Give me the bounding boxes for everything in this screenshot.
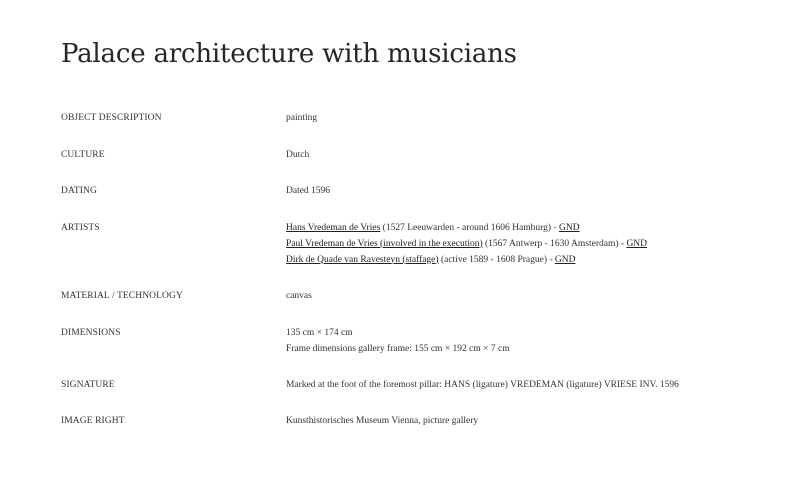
artist-entry <box>286 236 726 252</box>
dimension-line: Frame dimensions gallery frame: 155 cm × 192 cm × 7 cm <box>286 343 510 354</box>
page-title: Palace architecture with musicians <box>61 39 517 69</box>
row-value: Dated 1596 <box>286 186 331 196</box>
row-label: SIGNATURE <box>61 380 115 390</box>
artist-link[interactable]: Paul Vredeman de Vries (involved in the execution) <box>286 238 483 249</box>
detail-row-image-right <box>61 413 800 429</box>
gnd-link[interactable]: GND <box>626 238 648 249</box>
row-label: DATING <box>61 186 97 196</box>
dimensions-value <box>286 325 726 357</box>
row-value: canvas <box>286 291 312 301</box>
detail-row-culture <box>61 147 800 163</box>
row-label: DIMENSIONS <box>61 327 121 338</box>
detail-row-dating <box>61 183 800 199</box>
artists-list <box>286 220 726 268</box>
row-value: painting <box>286 113 318 123</box>
detail-row-description <box>61 110 800 126</box>
gnd-link[interactable]: GND <box>558 222 580 233</box>
row-value: Kunsthistorisches Museum Vienna, picture gallery <box>286 416 479 426</box>
detail-row-artists <box>61 220 800 268</box>
row-value: Dutch <box>286 149 310 160</box>
artist-entry <box>286 220 726 236</box>
row-label: MATERIAL / TECHNOLOGY <box>61 291 183 301</box>
artist-link[interactable]: Hans Vredeman de Vries <box>286 222 381 233</box>
detail-row-dimensions <box>61 325 800 357</box>
detail-row-signature <box>61 377 800 393</box>
artist-link[interactable]: Dirk de Quade van Ravesteyn (staffage) <box>286 254 439 265</box>
detail-row-material <box>61 288 800 304</box>
row-value: Marked at the foot of the foremost pillar: HANS (ligature) VREDEMAN (ligature) VRIESE INV. 1596 <box>286 380 679 390</box>
artist-detail: (1567 Antwerp - 1630 Amsterdam) - <box>482 238 627 249</box>
dimension-line: 135 cm × 174 cm <box>286 327 353 338</box>
row-label: OBJECT DESCRIPTION <box>61 113 162 123</box>
row-label: IMAGE RIGHT <box>61 416 125 426</box>
row-label: CULTURE <box>61 149 105 160</box>
artist-detail: (1527 Leeuwarden - around 1606 Hamburg) - <box>380 222 559 233</box>
artist-detail: (active 1589 - 1608 Prague) - <box>438 254 555 265</box>
gnd-link[interactable]: GND <box>554 254 576 265</box>
artist-entry <box>286 252 726 268</box>
row-label: ARTISTS <box>61 222 100 233</box>
